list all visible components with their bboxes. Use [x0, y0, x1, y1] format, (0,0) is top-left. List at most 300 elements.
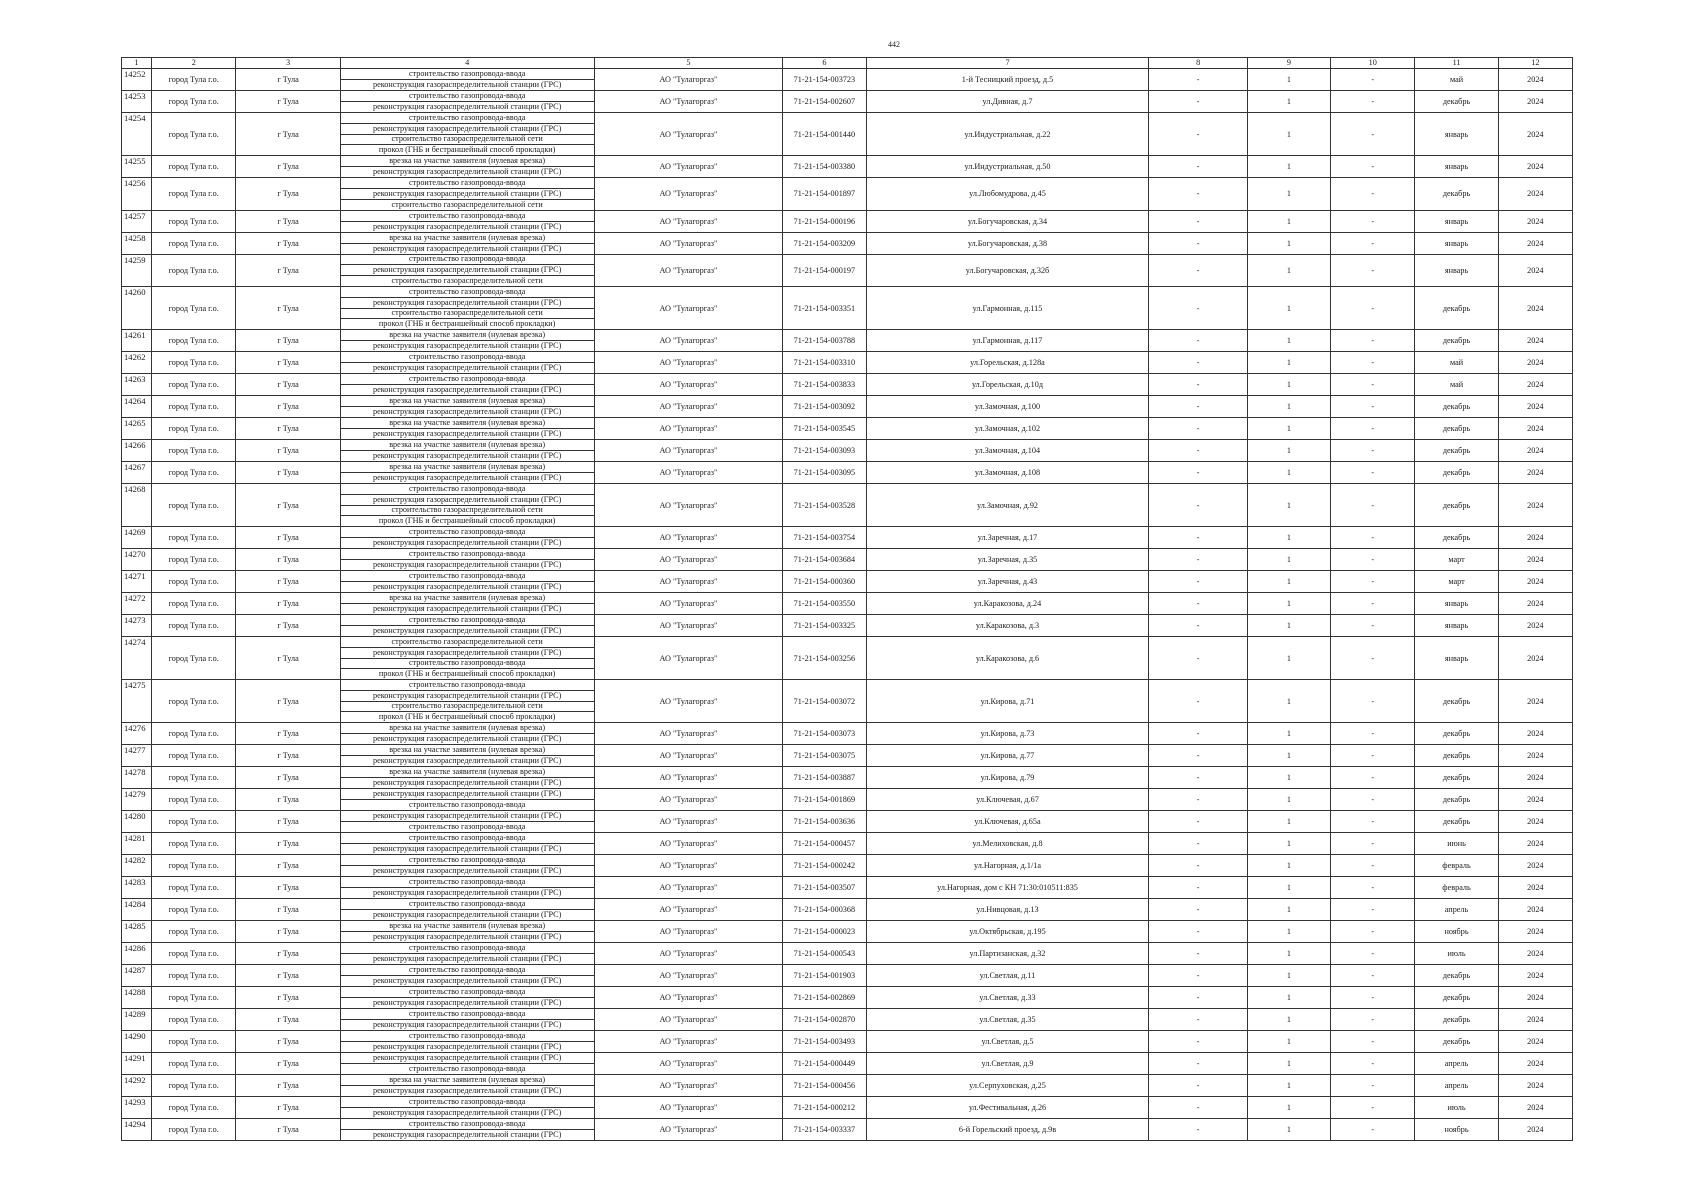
district-cell: город Тула г.о. [152, 374, 236, 396]
row-number: 14293 [122, 1097, 152, 1119]
month-cell: декабрь [1415, 91, 1498, 113]
works-list [341, 615, 594, 636]
count-cell: 1 [1247, 210, 1330, 232]
month-cell: февраль [1415, 877, 1498, 899]
works-list [341, 178, 594, 210]
work-item: реконструкция газораспределительной станции (ГРС) [372, 604, 562, 613]
organization-cell: АО "Тулагоргаз" [594, 418, 783, 440]
count-cell: 1 [1247, 1075, 1330, 1097]
city-cell: г Тула [236, 287, 340, 330]
table-row [122, 833, 1573, 855]
table-row [122, 637, 1573, 680]
object-code-cell: 71-21-154-002869 [783, 987, 866, 1009]
col8-cell: - [1149, 527, 1247, 549]
organization-cell: АО "Тулагоргаз" [594, 91, 783, 113]
year-cell: 2024 [1498, 899, 1572, 921]
work-item: строительство газораспределительной сети [341, 135, 594, 146]
year-cell: 2024 [1498, 855, 1572, 877]
col8-cell: - [1149, 987, 1247, 1009]
work-item: строительство газораспределительной сети [341, 637, 594, 648]
col10-cell: - [1331, 254, 1415, 287]
col10-cell: - [1331, 352, 1415, 374]
work-item: строительство газопровода-ввода [341, 659, 594, 670]
work-item: реконструкция газораспределительной станции (ГРС) [372, 932, 562, 941]
col10-cell: - [1331, 745, 1415, 767]
year-cell: 2024 [1498, 549, 1572, 571]
city-cell: г Тула [236, 178, 340, 211]
row-number: 14278 [122, 767, 152, 789]
table-row [122, 1075, 1573, 1097]
address-cell: ул.Октябрьская, д.195 [866, 921, 1149, 943]
object-code-cell: 71-21-154-003075 [783, 745, 866, 767]
object-code-cell: 71-21-154-000242 [783, 855, 866, 877]
count-cell: 1 [1247, 418, 1330, 440]
year-cell: 2024 [1498, 254, 1572, 287]
work-item: реконструкция газораспределительной станции (ГРС) [372, 473, 562, 482]
year-cell: 2024 [1498, 287, 1572, 330]
table-row [122, 549, 1573, 571]
work-item: строительство газопровода-ввода [341, 615, 594, 626]
city-cell: г Тула [236, 1031, 340, 1053]
column-header: 6 [783, 58, 866, 69]
district-cell: город Тула г.о. [152, 91, 236, 113]
row-number: 14277 [122, 745, 152, 767]
table-row [122, 1097, 1573, 1119]
col8-cell: - [1149, 593, 1247, 615]
address-cell: ул.Светлая, д.35 [866, 1009, 1149, 1031]
col8-cell: - [1149, 549, 1247, 571]
city-cell: г Тула [236, 330, 340, 352]
count-cell: 1 [1247, 178, 1330, 211]
city-cell: г Тула [236, 745, 340, 767]
district-cell: город Тула г.о. [152, 113, 236, 156]
month-cell: февраль [1415, 855, 1498, 877]
count-cell: 1 [1247, 1119, 1330, 1141]
works-cell [340, 527, 594, 549]
count-cell: 1 [1247, 637, 1330, 680]
works-cell [340, 1119, 594, 1141]
works-cell [340, 254, 594, 287]
work-item: реконструкция газораспределительной станции (ГРС) [372, 778, 562, 787]
work-item: врезка на участке заявителя (нулевая врезка) [341, 396, 594, 407]
organization-cell: АО "Тулагоргаз" [594, 593, 783, 615]
works-list [341, 965, 594, 986]
work-item: строительство газопровода-ввода [341, 1031, 594, 1042]
col8-cell: - [1149, 811, 1247, 833]
organization-cell: АО "Тулагоргаз" [594, 637, 783, 680]
col8-cell: - [1149, 210, 1247, 232]
work-item: строительство газопровода-ввода [341, 287, 594, 298]
count-cell: 1 [1247, 1097, 1330, 1119]
work-item: строительство газопровода-ввода [341, 211, 594, 222]
work-item: строительство газопровода-ввода [341, 877, 594, 888]
city-cell: г Тула [236, 987, 340, 1009]
organization-cell: АО "Тулагоргаз" [594, 396, 783, 418]
object-code-cell: 71-21-154-003325 [783, 615, 866, 637]
works-cell [340, 1075, 594, 1097]
col8-cell: - [1149, 91, 1247, 113]
count-cell: 1 [1247, 232, 1330, 254]
organization-cell: АО "Тулагоргаз" [594, 899, 783, 921]
row-number: 14259 [122, 254, 152, 287]
col10-cell: - [1331, 615, 1415, 637]
table-row [122, 156, 1573, 178]
city-cell: г Тула [236, 767, 340, 789]
works-cell [340, 156, 594, 178]
address-cell: ул.Кирова, д.79 [866, 767, 1149, 789]
city-cell: г Тула [236, 789, 340, 811]
work-item: реконструкция газораспределительной станции (ГРС) [372, 1108, 562, 1117]
row-number: 14258 [122, 232, 152, 254]
month-cell: май [1415, 352, 1498, 374]
city-cell: г Тула [236, 943, 340, 965]
district-cell: город Тула г.о. [152, 462, 236, 484]
work-item: прокол (ГНБ и бестраншейный способ прокладки) [378, 319, 556, 329]
work-item: реконструкция газораспределительной станции (ГРС) [372, 451, 562, 460]
object-code-cell: 71-21-154-002870 [783, 1009, 866, 1031]
city-cell: г Тула [236, 418, 340, 440]
column-header: 12 [1498, 58, 1572, 69]
col8-cell: - [1149, 965, 1247, 987]
object-code-cell: 71-21-154-000456 [783, 1075, 866, 1097]
month-cell: декабрь [1415, 178, 1498, 211]
table-row [122, 374, 1573, 396]
col10-cell: - [1331, 1075, 1415, 1097]
district-cell: город Тула г.о. [152, 833, 236, 855]
col8-cell: - [1149, 1119, 1247, 1141]
column-header: 3 [236, 58, 340, 69]
works-list [341, 855, 594, 876]
works-list [341, 1075, 594, 1096]
district-cell: город Тула г.о. [152, 723, 236, 745]
row-number: 14289 [122, 1009, 152, 1031]
address-cell: ул.Горельская, д.128а [866, 352, 1149, 374]
row-number: 14262 [122, 352, 152, 374]
col10-cell: - [1331, 91, 1415, 113]
works-list [341, 69, 594, 90]
year-cell: 2024 [1498, 1053, 1572, 1075]
work-item: реконструкция газораспределительной станции (ГРС) [372, 734, 562, 743]
count-cell: 1 [1247, 113, 1330, 156]
work-item: строительство газопровода-ввода [408, 822, 526, 831]
work-item: реконструкция газораспределительной станции (ГРС) [372, 243, 562, 253]
count-cell: 1 [1247, 1031, 1330, 1053]
work-item: реконструкция газораспределительной станции (ГРС) [341, 811, 594, 822]
address-cell: ул.Светлая, д.33 [866, 987, 1149, 1009]
works-list [341, 1009, 594, 1030]
table-row [122, 69, 1573, 91]
organization-cell: АО "Тулагоргаз" [594, 374, 783, 396]
year-cell: 2024 [1498, 440, 1572, 462]
count-cell: 1 [1247, 287, 1330, 330]
count-cell: 1 [1247, 899, 1330, 921]
count-cell: 1 [1247, 855, 1330, 877]
count-cell: 1 [1247, 833, 1330, 855]
works-list [341, 255, 594, 287]
col10-cell: - [1331, 374, 1415, 396]
year-cell: 2024 [1498, 637, 1572, 680]
organization-cell: АО "Тулагоргаз" [594, 680, 783, 723]
organization-cell: АО "Тулагоргаз" [594, 352, 783, 374]
district-cell: город Тула г.о. [152, 571, 236, 593]
col10-cell: - [1331, 287, 1415, 330]
city-cell: г Тула [236, 440, 340, 462]
column-header: 1 [122, 58, 152, 69]
work-item: прокол (ГНБ и бестраншейный способ прокладки) [378, 669, 556, 679]
work-item: реконструкция газораспределительной станции (ГРС) [372, 954, 562, 963]
address-cell: ул.Замочная, д.100 [866, 396, 1149, 418]
works-list [341, 352, 594, 373]
work-item: реконструкция газораспределительной станции (ГРС) [372, 976, 562, 985]
count-cell: 1 [1247, 680, 1330, 723]
year-cell: 2024 [1498, 745, 1572, 767]
organization-cell: АО "Тулагоргаз" [594, 571, 783, 593]
table-row [122, 484, 1573, 527]
row-number: 14266 [122, 440, 152, 462]
organization-cell: АО "Тулагоргаз" [594, 287, 783, 330]
row-number: 14282 [122, 855, 152, 877]
city-cell: г Тула [236, 549, 340, 571]
count-cell: 1 [1247, 374, 1330, 396]
city-cell: г Тула [236, 210, 340, 232]
works-list [341, 1053, 594, 1074]
work-item: врезка на участке заявителя (нулевая врезка) [341, 921, 594, 932]
works-cell [340, 789, 594, 811]
object-code-cell: 71-21-154-003723 [783, 69, 866, 91]
city-cell: г Тула [236, 1075, 340, 1097]
city-cell: г Тула [236, 855, 340, 877]
works-cell [340, 593, 594, 615]
works-cell [340, 745, 594, 767]
row-number: 14292 [122, 1075, 152, 1097]
address-cell: ул.Горельская, д.10д [866, 374, 1149, 396]
work-item: строительство газопровода-ввода [341, 178, 594, 189]
month-cell: декабрь [1415, 723, 1498, 745]
organization-cell: АО "Тулагоргаз" [594, 1097, 783, 1119]
works-list [341, 833, 594, 854]
organization-cell: АО "Тулагоргаз" [594, 462, 783, 484]
count-cell: 1 [1247, 254, 1330, 287]
object-code-cell: 71-21-154-003209 [783, 232, 866, 254]
row-number: 14256 [122, 178, 152, 211]
row-number: 14269 [122, 527, 152, 549]
work-item: реконструкция газораспределительной станции (ГРС) [372, 844, 562, 853]
works-cell [340, 113, 594, 156]
count-cell: 1 [1247, 156, 1330, 178]
col8-cell: - [1149, 637, 1247, 680]
works-list [341, 1097, 594, 1118]
table-row [122, 1053, 1573, 1075]
year-cell: 2024 [1498, 69, 1572, 91]
address-cell: ул.Каракозова, д.24 [866, 593, 1149, 615]
works-cell [340, 811, 594, 833]
district-cell: город Тула г.о. [152, 1075, 236, 1097]
column-header: 8 [1149, 58, 1247, 69]
month-cell: декабрь [1415, 330, 1498, 352]
works-cell [340, 833, 594, 855]
col8-cell: - [1149, 723, 1247, 745]
work-item: строительство газопровода-ввода [341, 965, 594, 976]
column-header: 5 [594, 58, 783, 69]
work-item: строительство газопровода-ввода [341, 987, 594, 998]
address-cell: ул.Ключевая, д.65а [866, 811, 1149, 833]
column-header: 11 [1415, 58, 1498, 69]
table-body [122, 69, 1573, 1141]
object-code-cell: 71-21-154-003528 [783, 484, 866, 527]
year-cell: 2024 [1498, 1009, 1572, 1031]
count-cell: 1 [1247, 965, 1330, 987]
col10-cell: - [1331, 232, 1415, 254]
work-item: врезка на участке заявителя (нулевая врезка) [341, 462, 594, 473]
table-row [122, 232, 1573, 254]
object-code-cell: 71-21-154-000196 [783, 210, 866, 232]
address-cell: ул.Замочная, д.102 [866, 418, 1149, 440]
works-list [341, 91, 594, 112]
col10-cell: - [1331, 921, 1415, 943]
works-list [341, 899, 594, 920]
work-item: прокол (ГНБ и бестраншейный способ прокладки) [378, 145, 556, 155]
row-number: 14286 [122, 943, 152, 965]
table-row [122, 287, 1573, 330]
col8-cell: - [1149, 855, 1247, 877]
work-item: реконструкция газораспределительной станции (ГРС) [372, 756, 562, 765]
work-item: реконструкция газораспределительной станции (ГРС) [372, 407, 562, 416]
col8-cell: - [1149, 374, 1247, 396]
works-cell [340, 232, 594, 254]
work-item: реконструкция газораспределительной станции (ГРС) [341, 1053, 594, 1064]
district-cell: город Тула г.о. [152, 943, 236, 965]
object-code-cell: 71-21-154-003073 [783, 723, 866, 745]
works-cell [340, 330, 594, 352]
district-cell: город Тула г.о. [152, 210, 236, 232]
works-list [341, 921, 594, 942]
works-list [341, 680, 594, 722]
district-cell: город Тула г.о. [152, 680, 236, 723]
row-number: 14255 [122, 156, 152, 178]
work-item: строительство газопровода-ввода [341, 1009, 594, 1020]
object-code-cell: 71-21-154-000457 [783, 833, 866, 855]
col10-cell: - [1331, 1119, 1415, 1141]
district-cell: город Тула г.о. [152, 877, 236, 899]
works-list [341, 527, 594, 548]
column-header: 9 [1247, 58, 1330, 69]
district-cell: город Тула г.о. [152, 593, 236, 615]
works-cell [340, 69, 594, 91]
work-item: строительство газопровода-ввода [408, 800, 526, 809]
organization-cell: АО "Тулагоргаз" [594, 254, 783, 287]
work-item: строительство газопровода-ввода [341, 943, 594, 954]
row-number: 14252 [122, 69, 152, 91]
city-cell: г Тула [236, 352, 340, 374]
address-cell: ул.Дивная, д.7 [866, 91, 1149, 113]
works-cell [340, 210, 594, 232]
year-cell: 2024 [1498, 833, 1572, 855]
row-number: 14264 [122, 396, 152, 418]
organization-cell: АО "Тулагоргаз" [594, 1031, 783, 1053]
table-row [122, 680, 1573, 723]
work-item: строительство газораспределительной сети [341, 309, 594, 320]
count-cell: 1 [1247, 462, 1330, 484]
col8-cell: - [1149, 352, 1247, 374]
work-item: реконструкция газораспределительной станции (ГРС) [372, 80, 562, 89]
address-cell: ул.Гармонная, д.117 [866, 330, 1149, 352]
district-cell: город Тула г.о. [152, 69, 236, 91]
row-number: 14270 [122, 549, 152, 571]
city-cell: г Тула [236, 680, 340, 723]
object-code-cell: 71-21-154-003788 [783, 330, 866, 352]
work-item: реконструкция газораспределительной станции (ГРС) [341, 265, 594, 276]
works-list [341, 811, 594, 832]
count-cell: 1 [1247, 396, 1330, 418]
col10-cell: - [1331, 1009, 1415, 1031]
district-cell: город Тула г.о. [152, 921, 236, 943]
address-cell: ул.Индустриальная, д.22 [866, 113, 1149, 156]
work-item: врезка на участке заявителя (нулевая врезка) [341, 330, 594, 341]
month-cell: апрель [1415, 1053, 1498, 1075]
works-list [341, 789, 594, 810]
district-cell: город Тула г.о. [152, 396, 236, 418]
table-row [122, 1031, 1573, 1053]
work-item: врезка на участке заявителя (нулевая врезка) [341, 745, 594, 756]
count-cell: 1 [1247, 811, 1330, 833]
organization-cell: АО "Тулагоргаз" [594, 767, 783, 789]
table-row [122, 987, 1573, 1009]
address-cell: ул.Нивцовая, д.13 [866, 899, 1149, 921]
work-item: строительство газопровода-ввода [341, 1097, 594, 1108]
district-cell: город Тула г.о. [152, 789, 236, 811]
address-cell: ул.Каракозова, д.6 [866, 637, 1149, 680]
address-cell: ул.Фестивальная, д.26 [866, 1097, 1149, 1119]
col10-cell: - [1331, 418, 1415, 440]
work-item: реконструкция газораспределительной станции (ГРС) [341, 298, 594, 309]
col10-cell: - [1331, 330, 1415, 352]
work-item: реконструкция газораспределительной станции (ГРС) [372, 538, 562, 547]
work-item: реконструкция газораспределительной станции (ГРС) [372, 102, 562, 111]
count-cell: 1 [1247, 987, 1330, 1009]
year-cell: 2024 [1498, 789, 1572, 811]
object-code-cell: 71-21-154-003092 [783, 396, 866, 418]
col8-cell: - [1149, 899, 1247, 921]
works-cell [340, 91, 594, 113]
works-cell [340, 899, 594, 921]
col10-cell: - [1331, 637, 1415, 680]
year-cell: 2024 [1498, 462, 1572, 484]
col10-cell: - [1331, 462, 1415, 484]
month-cell: декабрь [1415, 1031, 1498, 1053]
work-item: строительство газопровода-ввода [341, 113, 594, 124]
works-list [341, 396, 594, 417]
col8-cell: - [1149, 615, 1247, 637]
table-row [122, 210, 1573, 232]
col10-cell: - [1331, 723, 1415, 745]
work-item: реконструкция газораспределительной станции (ГРС) [341, 189, 594, 200]
col8-cell: - [1149, 254, 1247, 287]
year-cell: 2024 [1498, 374, 1572, 396]
year-cell: 2024 [1498, 113, 1572, 156]
works-cell [340, 1097, 594, 1119]
address-cell: ул.Заречная, д.17 [866, 527, 1149, 549]
row-number: 14273 [122, 615, 152, 637]
count-cell: 1 [1247, 943, 1330, 965]
month-cell: апрель [1415, 899, 1498, 921]
table-row [122, 745, 1573, 767]
object-code-cell: 71-21-154-003754 [783, 527, 866, 549]
count-cell: 1 [1247, 593, 1330, 615]
work-item: врезка на участке заявителя (нулевая врезка) [341, 440, 594, 451]
work-item: реконструкция газораспределительной станции (ГРС) [372, 626, 562, 635]
row-number: 14291 [122, 1053, 152, 1075]
row-number: 14279 [122, 789, 152, 811]
